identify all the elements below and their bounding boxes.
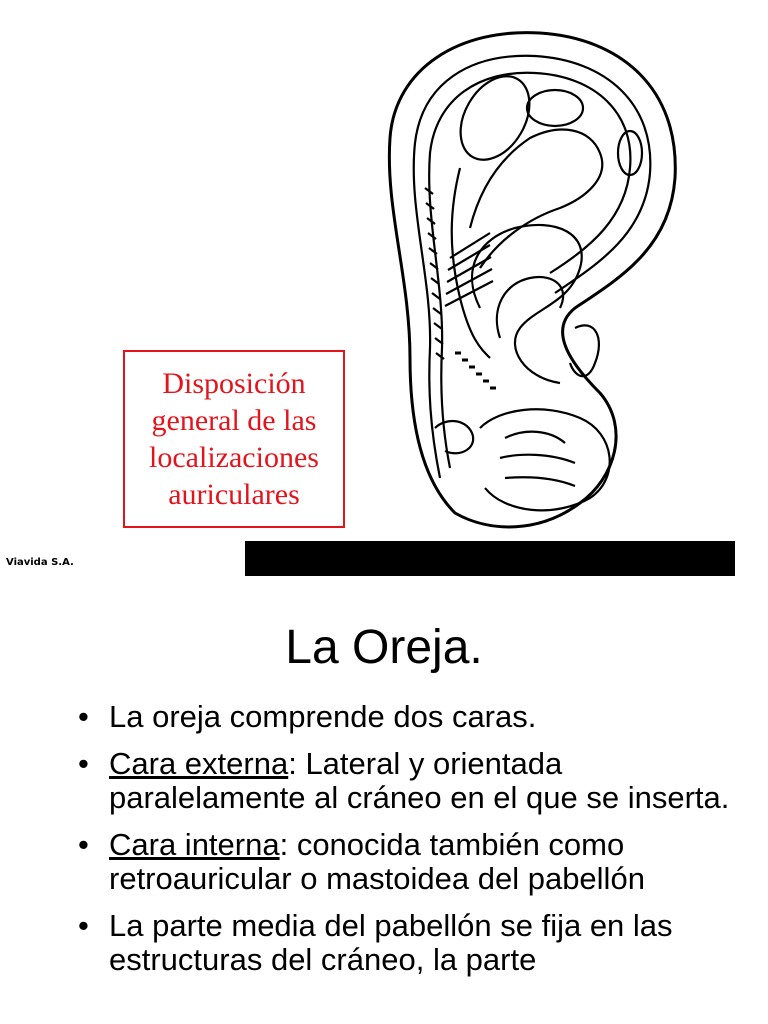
bullet-text: La parte media del pabellón se fija en las estructuras del cráneo, la parte [109,908,673,977]
bullet-icon: • [78,908,89,943]
caption-line: localizaciones [149,441,319,474]
caption-line: general de las [151,404,317,437]
caption-line: auriculares [168,478,300,511]
ear-illustration [330,8,710,543]
bullet-text: : Lateral y orientada paralelamente al cráneo en el que se inserta. [109,746,730,815]
bullet-term: Cara interna [109,827,280,862]
bullet-icon: • [78,827,89,862]
list-item [78,909,758,977]
bullet-term: Cara externa [109,746,289,781]
list-item [78,700,758,734]
caption-line: Disposición [162,367,306,400]
list-item [78,828,758,896]
bullet-list [78,700,758,990]
figure-caption [123,350,345,528]
company-name: Viavida S.A. [6,557,74,568]
list-item [78,747,758,815]
redaction-bar [245,541,735,576]
bullet-text: La oreja comprende dos caras. [109,699,537,734]
bullet-text: : conocida también como retroauricular o mastoidea del pabellón [109,827,645,896]
bullet-icon: • [78,746,89,781]
page-title: La Oreja. [285,621,483,674]
bullet-icon: • [78,699,89,734]
